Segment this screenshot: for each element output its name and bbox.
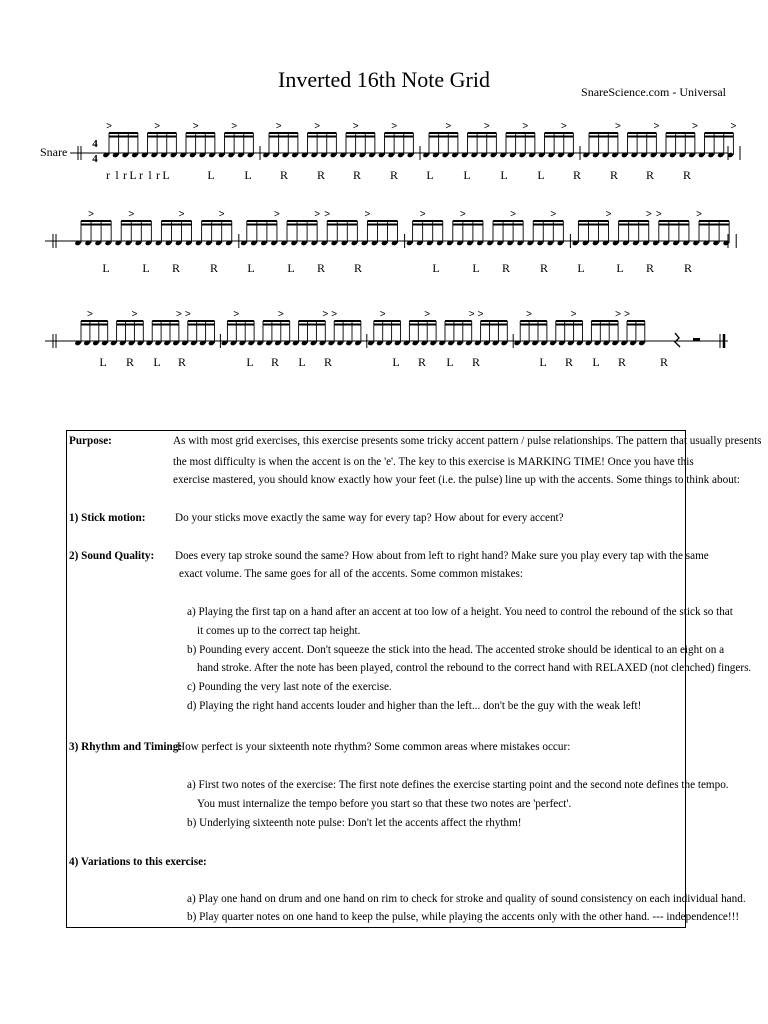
rhythm-line: How perfect is your sixteenth note rhythm? Some common areas where mistakes occur: bbox=[177, 741, 571, 753]
accent-mark: > bbox=[275, 121, 282, 132]
sticking-letter: R bbox=[539, 261, 549, 275]
heading-purpose: Purpose: bbox=[69, 435, 112, 447]
sticking-letter: L bbox=[102, 261, 110, 275]
accent-mark: > bbox=[277, 309, 284, 320]
sticking-letter: R bbox=[323, 355, 333, 369]
accent-mark: > bbox=[730, 121, 737, 132]
accent-mark: > bbox=[570, 309, 577, 320]
accent-mark: > bbox=[352, 121, 359, 132]
sticking-letter: R bbox=[564, 355, 574, 369]
accent-mark: > bbox=[522, 121, 529, 132]
accent-mark: > bbox=[154, 121, 161, 132]
sticking-letter: R bbox=[501, 261, 511, 275]
time-signature-bottom: 4 bbox=[92, 153, 98, 165]
sticking-letter: L bbox=[287, 261, 295, 275]
heading-rhythm-timing: 3) Rhythm and Timing: bbox=[69, 741, 183, 753]
accent-mark: > bbox=[468, 309, 475, 320]
accent-mark: > bbox=[424, 309, 431, 320]
sticking-letter: L bbox=[247, 261, 255, 275]
accent-mark: > bbox=[624, 309, 630, 320]
accent-mark: > bbox=[653, 121, 660, 132]
page-title: Inverted 16th Note Grid bbox=[278, 67, 490, 92]
accent-mark: > bbox=[605, 209, 612, 220]
sticking-letter: R bbox=[316, 168, 326, 182]
purpose-line: the most difficulty is when the accent is on the 'e'. The key to this exercise is MARKING TIME! Once you have this bbox=[173, 456, 694, 468]
accent-mark: > bbox=[86, 309, 93, 320]
sound-quality-line: exact volume. The same goes for all of the accents. Some common mistakes: bbox=[179, 568, 524, 580]
sticking-letter: L bbox=[539, 355, 547, 369]
sticking-letter: L bbox=[616, 261, 624, 275]
accent-mark: > bbox=[106, 121, 112, 132]
heading-variations: 4) Variations to this exercise: bbox=[69, 856, 207, 868]
accent-mark: > bbox=[483, 121, 490, 132]
accent-mark: > bbox=[314, 209, 321, 220]
accent-mark: > bbox=[314, 121, 321, 132]
time-signature bbox=[92, 138, 98, 165]
accent-mark: > bbox=[331, 309, 338, 320]
sticking-letter: R bbox=[572, 168, 582, 182]
accent-mark: > bbox=[131, 309, 138, 320]
accent-mark: > bbox=[88, 209, 94, 220]
sticking-letter: L bbox=[246, 355, 254, 369]
sticking-letter: R bbox=[209, 261, 219, 275]
accent-mark: > bbox=[128, 209, 135, 220]
sound-mistake-item: b) Pounding every accent. Don't squeeze the stick into the head. The accented stroke should be identical to an eight on a bbox=[187, 644, 725, 656]
sticking-letter: L bbox=[426, 168, 434, 182]
accent-mark: > bbox=[364, 209, 371, 220]
accent-mark: > bbox=[175, 309, 182, 320]
sticking-letter: r bbox=[123, 168, 127, 182]
accent-mark: > bbox=[615, 309, 622, 320]
sticking-letter: L bbox=[153, 355, 161, 369]
sound-quality-line: Does every tap stroke sound the same? How about from left to right hand? Make sure you play every tap with the same bbox=[175, 550, 709, 562]
sticking-letter: R bbox=[352, 168, 362, 182]
sticking-letter: R bbox=[417, 355, 427, 369]
accent-mark: > bbox=[379, 309, 386, 320]
accent-mark: > bbox=[218, 209, 225, 220]
sticking-letter: R bbox=[279, 168, 289, 182]
sticking-letter: R bbox=[270, 355, 280, 369]
sticking-letter: L bbox=[500, 168, 508, 182]
sticking-letter: R bbox=[645, 168, 655, 182]
sticking-letter: L bbox=[99, 355, 107, 369]
sticking-letter: L bbox=[537, 168, 545, 182]
sticking-letter: L bbox=[392, 355, 400, 369]
sticking-letter: R bbox=[683, 261, 693, 275]
sticking-letter: r bbox=[156, 168, 160, 182]
heading-stick-motion: 1) Stick motion: bbox=[69, 512, 146, 524]
sticking-letter: L bbox=[577, 261, 585, 275]
sound-mistake-item: c) Pounding the very last note of the exercise. bbox=[187, 681, 392, 693]
sticking-letter: R bbox=[316, 261, 326, 275]
accent-mark: > bbox=[696, 209, 702, 220]
accent-mark: > bbox=[459, 209, 466, 220]
site-credit: SnareScience.com - Universal bbox=[581, 85, 726, 99]
sticking-letter: R bbox=[177, 355, 187, 369]
accent-mark: > bbox=[391, 121, 398, 132]
sticking-letter: R bbox=[682, 168, 692, 182]
snare-score bbox=[0, 0, 768, 400]
purpose-line: As with most grid exercises, this exercise presents some tricky accent pattern / pulse relationships. The pattern that usually presents bbox=[173, 435, 762, 447]
accent-mark: > bbox=[526, 309, 533, 320]
accent-mark: > bbox=[560, 121, 567, 132]
accent-mark: > bbox=[322, 309, 329, 320]
sound-mistake-item: a) Playing the first tap on a hand after an accent at too low of a height. You need to control the rebound of the stick so that bbox=[187, 606, 733, 618]
accent-mark: > bbox=[691, 121, 698, 132]
instrument-label: Snare bbox=[40, 145, 68, 159]
score-systems bbox=[45, 121, 740, 348]
sticking-letter: R bbox=[389, 168, 399, 182]
accent-mark: > bbox=[645, 209, 652, 220]
sound-mistake-item: hand stroke. After the note has been played, control the rebound to the correct hand with RELAXED (not clenched) fingers. bbox=[197, 662, 752, 674]
accent-mark: > bbox=[510, 209, 517, 220]
accent-mark: > bbox=[231, 121, 238, 132]
sticking-letter: L bbox=[298, 355, 306, 369]
purpose-line: exercise mastered, you should know exactly how your feet (i.e. the pulse) line up with the accents. Some things to think about: bbox=[173, 474, 741, 486]
sticking-letter: L bbox=[463, 168, 471, 182]
accent-mark: > bbox=[477, 309, 484, 320]
accent-mark: > bbox=[419, 209, 426, 220]
accent-mark: > bbox=[550, 209, 557, 220]
rhythm-mistake-item: b) Underlying sixteenth note pulse: Don't let the accents affect the rhythm! bbox=[187, 817, 522, 829]
sticking-letter: R bbox=[617, 355, 627, 369]
sticking-letter: L bbox=[162, 168, 170, 182]
variation-item: b) Play quarter notes on one hand to keep the pulse, while playing the accents only with the other hand. --- independence!!! bbox=[187, 911, 740, 923]
exercise-notes-box bbox=[66, 430, 762, 928]
accent-mark: > bbox=[233, 309, 240, 320]
sticking-letter: l bbox=[148, 168, 152, 182]
sticking-letter: L bbox=[129, 168, 137, 182]
accent-mark: > bbox=[614, 121, 621, 132]
accent-mark: > bbox=[178, 209, 185, 220]
sound-mistake-item: d) Playing the right hand accents louder and higher than the left... don't be the guy with the weak left! bbox=[187, 700, 642, 712]
heading-sound-quality: 2) Sound Quality: bbox=[69, 550, 155, 562]
sticking-letter: L bbox=[207, 168, 215, 182]
sticking-letter: L bbox=[432, 261, 440, 275]
sticking-letter: R bbox=[171, 261, 181, 275]
sticking-letter: L bbox=[446, 355, 454, 369]
sticking-letter: R bbox=[471, 355, 481, 369]
sticking-letter: r bbox=[139, 168, 143, 182]
rhythm-mistake-item: You must internalize the tempo before you start so that these two notes are 'perfect'. bbox=[197, 798, 572, 810]
accent-mark: > bbox=[324, 209, 331, 220]
accent-mark: > bbox=[184, 309, 191, 320]
accent-mark: > bbox=[655, 209, 662, 220]
sticking-letter: R bbox=[659, 355, 669, 369]
accent-mark: > bbox=[445, 121, 452, 132]
sticking-letter: R bbox=[645, 261, 655, 275]
sticking-letter: r bbox=[106, 168, 110, 182]
sticking-letter: L bbox=[142, 261, 150, 275]
sticking-letter: L bbox=[472, 261, 480, 275]
accent-mark: > bbox=[274, 209, 280, 220]
stick-motion-line: Do your sticks move exactly the same way for every tap? How about for every accent? bbox=[175, 512, 564, 524]
quarter-rest bbox=[675, 333, 680, 347]
variation-item: a) Play one hand on drum and one hand on rim to check for stroke and quality of sound consistency on each individual hand. bbox=[187, 893, 746, 905]
sticking-letter: L bbox=[592, 355, 600, 369]
sticking-letter: R bbox=[125, 355, 135, 369]
sticking-letter: R bbox=[353, 261, 363, 275]
sound-mistake-item: it comes up to the correct tap height. bbox=[197, 625, 361, 637]
half-rest bbox=[693, 338, 700, 341]
time-signature-top: 4 bbox=[92, 138, 98, 150]
accent-mark: > bbox=[192, 121, 199, 132]
sticking-letter: L bbox=[244, 168, 252, 182]
rhythm-mistake-item: a) First two notes of the exercise: The first note defines the exercise starting point and the second note defines the tempo. bbox=[187, 779, 729, 791]
sticking-letter: l bbox=[115, 168, 119, 182]
sticking-letter: R bbox=[609, 168, 619, 182]
